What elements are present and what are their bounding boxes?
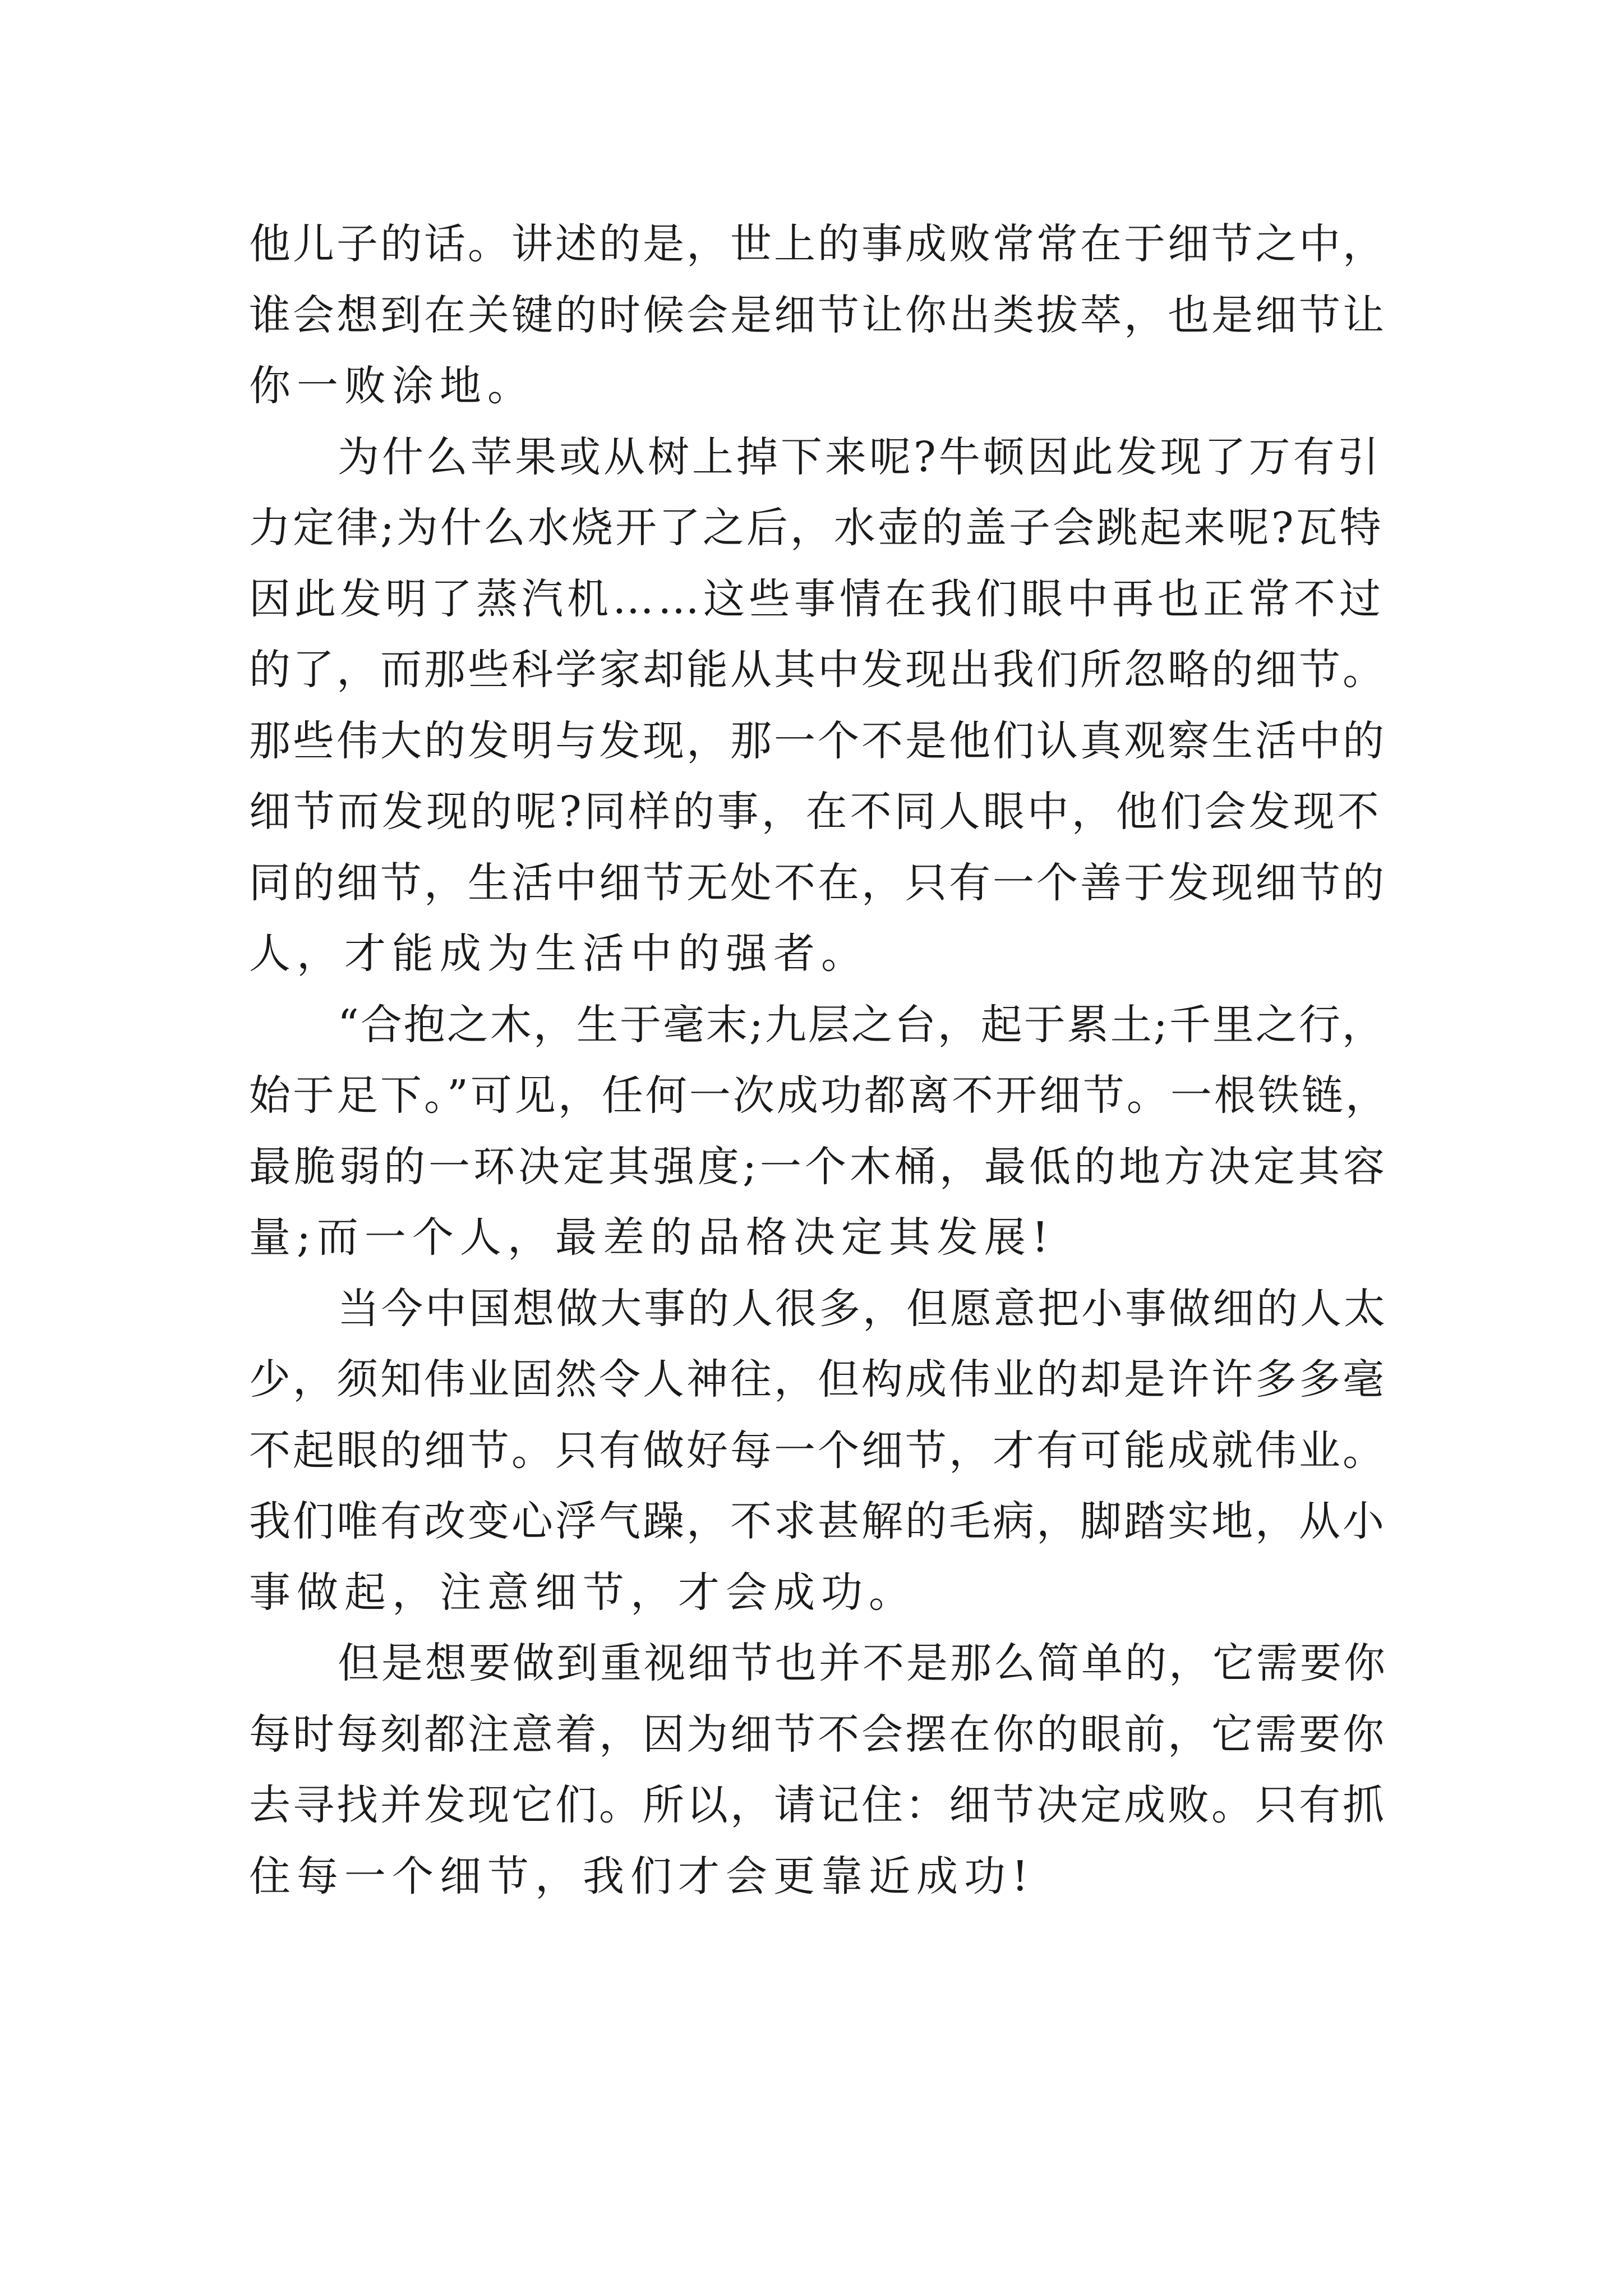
text-line: 不起眼的细节。只有做好每一个细节，才有可能成就伟业。 (249, 1426, 1386, 1475)
paragraph-first-line: 但是想要做到重视细节也并不是那么简单的，它需要你 (338, 1639, 1387, 1687)
text-line: 你一败涂地。 (249, 362, 535, 410)
document-body (249, 209, 1390, 1912)
text-line: 少，须知伟业固然令人神往，但构成伟业的却是许许多多毫 (249, 1355, 1386, 1404)
paragraph-first-line: “合抱之木，生于毫末;九层之台，起于累土;千里之行， (338, 1000, 1385, 1049)
text-line: 的了，而那些科学家却能从其中发现出我们所忽略的细节。 (249, 646, 1386, 694)
text-line: 因此发明了蒸汽机……这些事情在我们眼中再也正常不过 (249, 574, 1385, 623)
text-line: 每时每刻都注意着，因为细节不会摆在你的眼前，它需要你 (249, 1710, 1386, 1759)
text-line: 去寻找并发现它们。所以，请记住：细节决定成败。只有抓 (249, 1781, 1386, 1829)
text-line: 谁会想到在关键的时候会是细节让你出类拔萃，也是细节让 (249, 291, 1386, 339)
text-line: 事做起，注意细节，才会成功。 (249, 1568, 916, 1617)
text-line: 人，才能成为生活中的强者。 (249, 930, 869, 978)
text-line: 同的细节，生活中细节无处不在，只有一个善于发现细节的 (249, 858, 1386, 907)
text-line: 住每一个细节，我们才会更靠近成功! (249, 1852, 1035, 1901)
text-line: 始于足下。”可见，任何一次成功都离不开细节。一根铁链， (249, 1071, 1389, 1120)
text-line: 他儿子的话。讲述的是，世上的事成败常常在于细节之中， (249, 220, 1386, 268)
text-line: 那些伟大的发明与发现，那一个不是他们认真观察生活中的 (249, 716, 1386, 765)
text-line: 细节而发现的呢?同样的事，在不同人眼中，他们会发现不 (249, 788, 1382, 836)
text-line: 最脆弱的一环决定其强度;一个木桶，最低的地方决定其容 (249, 1142, 1388, 1191)
text-line: 我们唯有改变心浮气躁，不求甚解的毛病，脚踏实地，从小 (249, 1497, 1386, 1545)
text-line: 力定律;为什么水烧开了之后，水壶的盖子会跳起来呢?瓦特 (249, 504, 1384, 552)
paragraph-first-line: 为什么苹果或从树上掉下来呢?牛顿因此发现了万有引 (338, 432, 1382, 481)
paragraph-first-line: 当今中国想做大事的人很多，但愿意把小事做细的人太 (338, 1284, 1387, 1333)
text-line: 量;而一个人，最差的品格决定其发展! (249, 1213, 1055, 1262)
